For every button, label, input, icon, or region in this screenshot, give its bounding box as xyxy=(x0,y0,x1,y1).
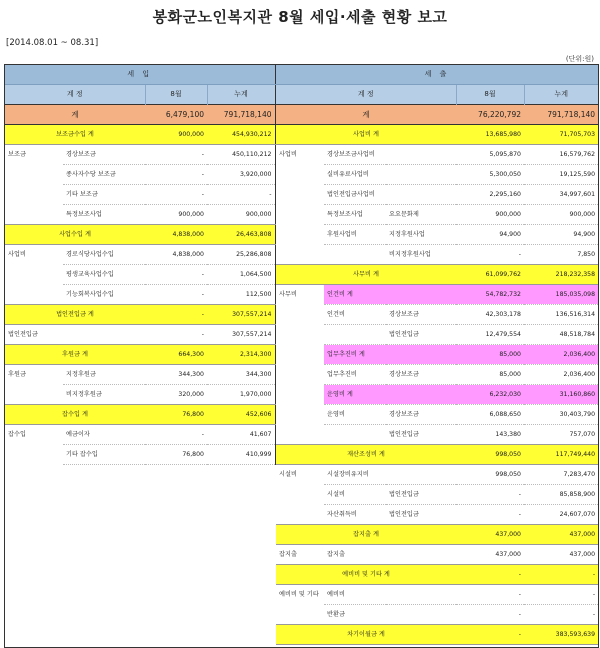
item-cell: 특정보조사업 xyxy=(324,205,386,225)
expense-header: 세 출 xyxy=(276,65,598,85)
expense-row xyxy=(276,245,598,265)
item-cell: 경로식당사업수입 xyxy=(63,245,145,265)
income-row xyxy=(5,365,275,385)
cumulative-amount: - xyxy=(524,605,598,625)
month-amount: 76,800 xyxy=(145,445,207,465)
month-amount: - xyxy=(145,165,207,185)
item-cell: 운영비 xyxy=(324,405,386,425)
month-amount: 61,099,762 xyxy=(456,265,524,285)
month-amount: 900,000 xyxy=(145,125,207,145)
source-cell: 법인전입금 xyxy=(386,325,456,345)
category-cell xyxy=(5,285,63,305)
source-cell xyxy=(386,545,456,565)
category-cell xyxy=(276,385,324,405)
cumulative-amount: 16,579,762 xyxy=(524,145,598,165)
item-cell: 법인전입금사업비 xyxy=(324,185,386,205)
item-cell: 기타 보조금 xyxy=(63,185,145,205)
cumulative-amount: 757,070 xyxy=(524,425,598,445)
item-cell: 실비유료사업비 xyxy=(324,165,386,185)
expense-row xyxy=(276,365,598,385)
category-cell: 후원금 xyxy=(8,371,26,379)
expense-total-label: 계 xyxy=(276,105,456,125)
cumulative-amount: 900,000 xyxy=(207,205,275,225)
month-amount: - xyxy=(145,265,207,285)
source-cell: 법인전입금 xyxy=(386,505,456,525)
income-header: 세 입 xyxy=(5,65,275,85)
category-cell xyxy=(5,165,63,185)
income-total-cumulative: 791,718,140 xyxy=(207,105,275,125)
cumulative-amount: - xyxy=(524,585,598,605)
group-subtotal-label: 업무추진비 계 xyxy=(324,345,456,365)
month-amount: 664,300 xyxy=(145,345,207,365)
cumulative-amount: 344,300 xyxy=(207,365,275,385)
category-cell xyxy=(276,325,324,345)
category-cell: 사업비 xyxy=(279,151,297,159)
income-row xyxy=(5,145,275,165)
subtotal-label: 사무비 계 xyxy=(276,265,456,285)
item-cell: 지정후원금 xyxy=(63,365,145,385)
category-cell xyxy=(276,425,324,445)
subtotal-label: 사업수입 계 xyxy=(5,225,145,245)
source-cell xyxy=(386,585,456,605)
item-cell: 자산취득비 xyxy=(324,505,386,525)
cumulative-amount: 383,593,639 xyxy=(524,625,598,645)
month-amount: 998,050 xyxy=(456,445,524,465)
income-row xyxy=(5,205,275,225)
income-subtotal-row xyxy=(5,405,275,425)
source-cell: 법인전입금 xyxy=(386,425,456,445)
category-cell: 예비비 및 기타 xyxy=(279,591,319,599)
income-table xyxy=(5,65,276,465)
expense-row xyxy=(276,465,598,485)
category-cell xyxy=(5,385,63,405)
expense-total-cumulative: 791,718,140 xyxy=(524,105,598,125)
cumulative-amount: 454,930,212 xyxy=(207,125,275,145)
item-cell: 종사자수당 보조금 xyxy=(63,165,145,185)
subtotal-label: 잡수입 계 xyxy=(5,405,145,425)
source-cell: 지정후원사업 xyxy=(386,225,456,245)
source-cell xyxy=(386,185,456,205)
expense-row xyxy=(276,165,598,185)
income-col-cumulative: 누계 xyxy=(207,85,275,105)
cumulative-amount: 85,858,900 xyxy=(524,485,598,505)
income-row xyxy=(5,185,275,205)
group-subtotal-label: 인건비 계 xyxy=(324,285,456,305)
month-amount: - xyxy=(456,245,524,265)
month-amount: - xyxy=(145,425,207,445)
category-cell xyxy=(276,365,324,385)
cumulative-amount: 3,920,000 xyxy=(207,165,275,185)
item-cell xyxy=(63,325,145,345)
month-amount: - xyxy=(145,185,207,205)
expense-row xyxy=(276,505,598,525)
unit-label: (단위:원) xyxy=(565,55,594,63)
category-cell xyxy=(276,345,324,365)
month-amount: - xyxy=(456,625,524,645)
category-cell xyxy=(5,185,63,205)
month-amount: 900,000 xyxy=(456,205,524,225)
source-cell: 비지정후원사업 xyxy=(386,245,456,265)
subtotal-label: 예비비 및 기타 계 xyxy=(276,565,456,585)
category-cell xyxy=(276,225,324,245)
category-cell xyxy=(276,305,324,325)
subtotal-label: 사업비 계 xyxy=(276,125,456,145)
expense-subtotal-row xyxy=(276,565,598,585)
cumulative-amount: 185,035,098 xyxy=(524,285,598,305)
category-cell xyxy=(5,205,63,225)
expense-subtotal-row xyxy=(276,265,598,285)
expense-col-cumulative: 누계 xyxy=(524,85,598,105)
month-amount: 94,900 xyxy=(456,225,524,245)
category-cell: 사무비 xyxy=(276,285,324,305)
cumulative-amount: 94,900 xyxy=(524,225,598,245)
category-cell xyxy=(276,505,324,525)
item-cell: 기타 잡수입 xyxy=(63,445,145,465)
month-amount: 42,303,178 xyxy=(456,305,524,325)
income-row xyxy=(5,425,275,445)
cumulative-amount: 48,518,784 xyxy=(524,325,598,345)
subtotal-label: 차기이월금 계 xyxy=(276,625,456,645)
category-cell xyxy=(276,405,324,425)
month-amount: 85,000 xyxy=(456,365,524,385)
expense-row xyxy=(276,585,598,605)
source-cell xyxy=(386,145,456,165)
item-cell: 시설장비유지비 xyxy=(324,465,386,485)
category-cell xyxy=(276,605,324,625)
item-cell: 시설비 xyxy=(324,485,386,505)
cumulative-amount: 1,064,500 xyxy=(207,265,275,285)
source-cell: 경상보조금 xyxy=(386,365,456,385)
income-col-account: 계 정 xyxy=(5,85,145,105)
subtotal-label: 법인전입금 계 xyxy=(5,305,145,325)
income-row xyxy=(5,445,275,465)
expense-row xyxy=(276,185,598,205)
cumulative-amount: 7,283,470 xyxy=(524,465,598,485)
item-cell: 평생교육사업수입 xyxy=(63,265,145,285)
month-amount: 4,838,000 xyxy=(145,245,207,265)
expense-subtotal-row xyxy=(276,525,598,545)
cumulative-amount: 71,705,703 xyxy=(524,125,598,145)
month-amount: - xyxy=(145,285,207,305)
expense-row xyxy=(276,425,598,445)
income-col-month: 8월 xyxy=(145,85,207,105)
subtotal-label: 잡지출 계 xyxy=(276,525,456,545)
income-row xyxy=(5,325,275,345)
expense-subtotal-row xyxy=(276,625,598,645)
category-cell: 보조금 xyxy=(8,151,26,159)
income-row xyxy=(5,245,275,265)
category-cell: 잡지출 xyxy=(279,551,297,558)
cumulative-amount: 30,403,790 xyxy=(524,405,598,425)
expense-group-subtotal-row xyxy=(276,345,598,365)
expense-row xyxy=(276,145,598,165)
month-amount: 5,300,050 xyxy=(456,165,524,185)
report-table-frame xyxy=(4,64,599,648)
month-amount: - xyxy=(456,505,524,525)
month-amount: 143,380 xyxy=(456,425,524,445)
cumulative-amount: 24,607,070 xyxy=(524,505,598,525)
item-cell: 후원사업비 xyxy=(324,225,386,245)
item-cell xyxy=(324,325,386,345)
income-row xyxy=(5,385,275,405)
expense-row xyxy=(276,305,598,325)
category-cell: 사업비 xyxy=(8,251,26,259)
month-amount: - xyxy=(145,305,207,325)
source-cell xyxy=(386,465,456,485)
month-amount: - xyxy=(145,145,207,165)
cumulative-amount: 410,999 xyxy=(207,445,275,465)
income-row xyxy=(5,285,275,305)
month-amount: - xyxy=(145,325,207,345)
item-cell: 경상보조금 xyxy=(63,145,145,165)
income-subtotal-row xyxy=(5,305,275,325)
expense-col-month: 8월 xyxy=(456,85,524,105)
cumulative-amount: 437,000 xyxy=(524,545,598,565)
month-amount: 13,685,980 xyxy=(456,125,524,145)
subtotal-label: 후원금 계 xyxy=(5,345,145,365)
source-cell: 요요문화제 xyxy=(386,205,456,225)
month-amount: 85,000 xyxy=(456,345,524,365)
month-amount: 437,000 xyxy=(456,545,524,565)
month-amount: - xyxy=(456,605,524,625)
cumulative-amount: - xyxy=(207,185,275,205)
cumulative-amount: 450,110,212 xyxy=(207,145,275,165)
expense-subtotal-row xyxy=(276,125,598,145)
category-cell: 법인전입금 xyxy=(8,331,38,338)
month-amount: 6,232,030 xyxy=(456,385,524,405)
cumulative-amount: 19,125,590 xyxy=(524,165,598,185)
subtotal-label: 보조금수입 계 xyxy=(5,125,145,145)
month-amount: - xyxy=(456,565,524,585)
expense-total-month: 76,220,792 xyxy=(456,105,524,125)
group-subtotal-label: 운영비 계 xyxy=(324,385,456,405)
cumulative-amount: 31,160,860 xyxy=(524,385,598,405)
item-cell xyxy=(324,245,386,265)
cumulative-amount: 7,850 xyxy=(524,245,598,265)
month-amount: 344,300 xyxy=(145,365,207,385)
cumulative-amount: 26,463,808 xyxy=(207,225,275,245)
expense-row xyxy=(276,605,598,625)
source-cell: 경상보조금 xyxy=(386,405,456,425)
expense-row xyxy=(276,405,598,425)
month-amount: 4,838,000 xyxy=(145,225,207,245)
month-amount: 5,095,870 xyxy=(456,145,524,165)
income-subtotal-row xyxy=(5,225,275,245)
category-cell xyxy=(276,165,324,185)
item-cell: 인건비 xyxy=(324,305,386,325)
expense-group-subtotal-row xyxy=(276,385,598,405)
cumulative-amount: 452,606 xyxy=(207,405,275,425)
cumulative-amount: 112,500 xyxy=(207,285,275,305)
subtotal-label: 재산조성비 계 xyxy=(276,445,456,465)
cumulative-amount: 307,557,214 xyxy=(207,305,275,325)
income-subtotal-row xyxy=(5,345,275,365)
cumulative-amount: 2,036,400 xyxy=(524,345,598,365)
month-amount: 320,000 xyxy=(145,385,207,405)
income-row xyxy=(5,265,275,285)
category-cell: 시설비 xyxy=(279,471,297,479)
source-cell xyxy=(386,165,456,185)
category-cell xyxy=(5,265,63,285)
cumulative-amount: 25,286,808 xyxy=(207,245,275,265)
month-amount: 998,050 xyxy=(456,465,524,485)
item-cell: 업무추진비 xyxy=(324,365,386,385)
item-cell: 기능회복사업수입 xyxy=(63,285,145,305)
income-total-month: 6,479,100 xyxy=(145,105,207,125)
cumulative-amount: 34,997,601 xyxy=(524,185,598,205)
report-period: [2014.08.01 ~ 08.31] xyxy=(6,38,99,48)
expense-row xyxy=(276,545,598,565)
item-cell: 잡지출 xyxy=(324,545,386,565)
category-cell xyxy=(276,205,324,225)
expense-row xyxy=(276,205,598,225)
month-amount: 76,800 xyxy=(145,405,207,425)
expense-row xyxy=(276,225,598,245)
month-amount: 12,479,554 xyxy=(456,325,524,345)
item-cell: 비지정후원금 xyxy=(63,385,145,405)
expense-row xyxy=(276,485,598,505)
item-cell: 경상보조금사업비 xyxy=(324,145,386,165)
expense-table xyxy=(276,65,598,645)
item-cell xyxy=(324,425,386,445)
report-title: 봉화군노인복지관 8월 세입·세출 현황 보고 xyxy=(152,8,448,26)
expense-row xyxy=(276,325,598,345)
category-cell: 잡수입 xyxy=(8,431,26,439)
category-cell xyxy=(276,185,324,205)
month-amount: 6,088,650 xyxy=(456,405,524,425)
cumulative-amount: 136,516,314 xyxy=(524,305,598,325)
item-cell: 예비비 xyxy=(324,585,386,605)
month-amount: 2,295,160 xyxy=(456,185,524,205)
cumulative-amount: 41,607 xyxy=(207,425,275,445)
source-cell: 경상보조금 xyxy=(386,305,456,325)
expense-subtotal-row xyxy=(276,445,598,465)
item-cell: 예금이자 xyxy=(63,425,145,445)
month-amount: 54,782,732 xyxy=(456,285,524,305)
cumulative-amount: 218,232,358 xyxy=(524,265,598,285)
month-amount: - xyxy=(456,485,524,505)
income-row xyxy=(5,165,275,185)
income-subtotal-row xyxy=(5,125,275,145)
month-amount: 900,000 xyxy=(145,205,207,225)
month-amount: - xyxy=(456,585,524,605)
item-cell: 특정보조사업 xyxy=(63,205,145,225)
source-cell: 법인전입금 xyxy=(386,485,456,505)
cumulative-amount: 437,000 xyxy=(524,525,598,545)
month-amount: 437,000 xyxy=(456,525,524,545)
expense-col-account: 계 정 xyxy=(276,85,456,105)
item-cell: 반환금 xyxy=(324,605,386,625)
category-cell xyxy=(276,485,324,505)
cumulative-amount: 117,749,440 xyxy=(524,445,598,465)
category-cell xyxy=(276,245,324,265)
expense-group-subtotal-row xyxy=(276,285,598,305)
category-cell xyxy=(5,445,63,465)
cumulative-amount: 900,000 xyxy=(524,205,598,225)
cumulative-amount: 1,970,000 xyxy=(207,385,275,405)
cumulative-amount: 2,314,300 xyxy=(207,345,275,365)
cumulative-amount: 307,557,214 xyxy=(207,325,275,345)
cumulative-amount: 2,036,400 xyxy=(524,365,598,385)
cumulative-amount: - xyxy=(524,565,598,585)
income-total-label: 계 xyxy=(5,105,145,125)
source-cell xyxy=(386,605,456,625)
